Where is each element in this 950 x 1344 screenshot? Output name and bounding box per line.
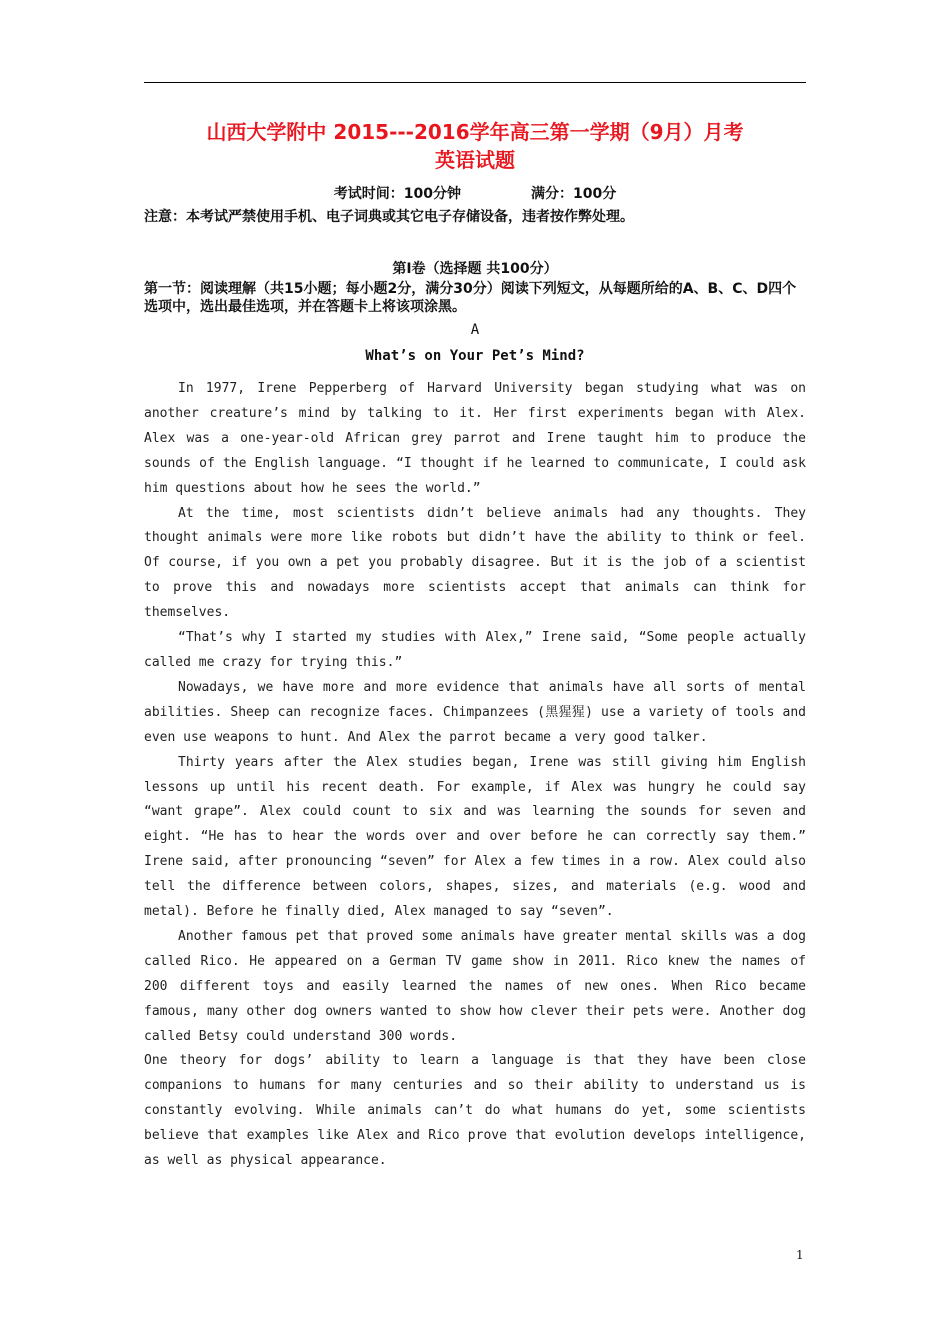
section-instructions: 第一节：阅读理解（共15小题；每小题2分，满分30分）阅读下列短文，从每题所给的A、B、C、D四个选项中，选出最佳选项，并在答题卡上将该项涂黑。 xyxy=(144,281,797,315)
page-number: 1 xyxy=(796,1248,804,1262)
passage-paragraph: At the time, most scientists didn’t believe animals had any thoughts. They thought animals were more like robots but didn’t have the ability to think or feel. Of course, if you own a pet you probably disagree. But it is the job of a scientist to prove this and nowadays more scientists accept that animals can think for themselves. xyxy=(144,505,806,621)
passage-body xyxy=(144,377,806,1174)
exam-info xyxy=(144,184,806,204)
passage-paragraph: Nowadays, we have more and more evidence that animals have all sorts of mental abilities. Sheep can recognize faces. Chimpanzees (黑猩猩) use a variety of tools and even use weapons to hunt. And Alex the parrot became a very good talker. xyxy=(144,679,806,745)
exam-title-line2: 英语试题 xyxy=(435,148,515,172)
exam-score: 满分：100分 xyxy=(531,186,617,202)
passage-paragraph: One theory for dogs’ ability to learn a language is that they have been close companions to humans for many centuries and so their ability to understand us is constantly evolving. While animals can’t do what humans do yet, some scientists believe that examples like Alex and Rico prove that evolution develops intelligence, as well as physical appearance. xyxy=(144,1053,806,1169)
passage-letter: A xyxy=(470,322,480,338)
passage-paragraph: Another famous pet that proved some animals have greater mental skills was a dog called Rico. He appeared on a German TV game show in 2011. Rico knew the names of 200 different toys and easily learned the names of new ones. When Rico became famous, many other dog owners wanted to show how clever their pets were. Another dog called Betsy could understand 300 words. xyxy=(144,928,806,1044)
passage-paragraph: Thirty years after the Alex studies began, Irene was still giving him English lessons up until his recent death. For example, if Alex was hungry he could say “want grape”. Alex could count to six and was learning the sounds for seven and eight. “He has to hear the words over and over before he can correctly say them.” Irene said, after pronouncing “seven” for Alex a few times in a row. Alex could also tell the difference between colors, shapes, sizes, and materials (e.g. wood and metal). Before he finally died, Alex managed to say “seven”. xyxy=(144,754,806,920)
exam-title xyxy=(144,118,806,174)
exam-title-line1: 山西大学附中 2015---2016学年高三第一学期（9月）月考 xyxy=(206,120,744,144)
passage-title: What’s on Your Pet’s Mind? xyxy=(365,348,585,364)
passage-paragraph: In 1977, Irene Pepperberg of Harvard University began studying what was on another creature’s mind by talking to it. Her first experiments began with Alex. Alex was a one-year-old African grey parrot and Irene taught him to produce the sounds of the English language. “I thought if he learned to communicate, I could ask him questions about how he sees the world.” xyxy=(144,381,806,496)
section-title: 第Ⅰ卷（选择题 共100分） xyxy=(392,261,558,277)
exam-time: 考试时间：100分钟 xyxy=(333,186,461,202)
header-rule xyxy=(144,82,806,83)
exam-notice: 注意：本考试严禁使用手机、电子词典或其它电子存储设备，违者按作弊处理。 xyxy=(144,209,634,225)
exam-page xyxy=(144,118,806,1174)
passage-paragraph: “That’s why I started my studies with Alex,” Irene said, “Some people actually called me crazy for trying this.” xyxy=(144,630,806,670)
